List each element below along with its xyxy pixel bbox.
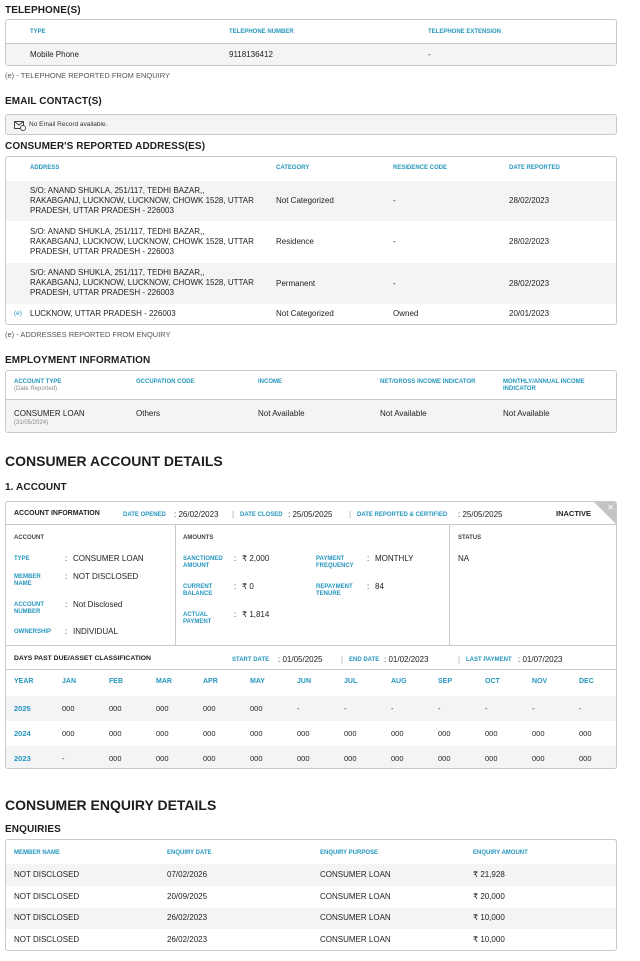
employment-occupation: Others — [136, 409, 161, 418]
dpd-cell: 000 — [532, 754, 545, 763]
dpd-header-jun: JUN — [297, 678, 312, 685]
field-value-sanctioned: ₹ 2,000 — [242, 554, 270, 563]
enquiry-member: NOT DISCLOSED — [14, 913, 80, 922]
enquiry-date: 20/09/2025 — [167, 892, 208, 901]
dpd-cell: 000 — [109, 754, 122, 763]
field-label-ownership: OWNERSHIP — [14, 629, 52, 635]
dpd-year: 2025 — [14, 704, 31, 713]
dpd-cell: 000 — [203, 704, 216, 713]
close-icon[interactable]: ✕ — [607, 503, 614, 512]
dpd-cell: - — [391, 704, 394, 713]
dpd-header-jul: JUL — [344, 678, 358, 685]
dpd-header-mar: MAR — [156, 678, 172, 685]
addresses-title: CONSUMER'S REPORTED ADDRESS(ES) — [5, 141, 206, 152]
dpd-header-year: YEAR — [14, 678, 34, 685]
header-separator: | — [349, 510, 352, 519]
dpd-cell: - — [485, 704, 488, 713]
dpd-cell: 000 — [250, 754, 263, 763]
field-value-current-balance: ₹ 0 — [242, 582, 254, 591]
date-reported-label: DATE REPORTED & CERTIFIED — [357, 512, 448, 518]
dpd-header-aug: AUG — [391, 678, 407, 685]
dpd-last-value: : 01/07/2023 — [518, 655, 563, 664]
enquiry-purpose: CONSUMER LOAN — [320, 892, 391, 901]
enquiry-marker: (e) — [14, 310, 22, 317]
field-label-member-name: MEMBER NAME — [14, 574, 41, 587]
dpd-cell: 000 — [532, 729, 545, 738]
dpd-cell: 000 — [344, 729, 357, 738]
dpd-cell: 000 — [203, 754, 216, 763]
header-separator: | — [232, 510, 235, 519]
status-col-title: STATUS — [458, 535, 482, 541]
table-row — [6, 908, 616, 929]
col-header-enquiry-amount: ENQUIRY AMOUNT — [473, 850, 528, 856]
dpd-header-feb: FEB — [109, 678, 123, 685]
table-row — [6, 305, 616, 324]
dpd-header-dec: DEC — [579, 678, 594, 685]
dpd-cell: - — [532, 704, 535, 713]
field-value-member-name: NOT DISCLOSED — [73, 572, 139, 581]
dpd-cell: 000 — [62, 704, 75, 713]
enquiry-member: NOT DISCLOSED — [14, 870, 80, 879]
dpd-cell: - — [579, 704, 582, 713]
col-header-date-reported-sub: (Date Reported) — [14, 386, 58, 392]
field-value-payment-frequency: MONTHLY — [375, 554, 414, 563]
dpd-cell: 000 — [344, 754, 357, 763]
field-value-type: CONSUMER LOAN — [73, 554, 144, 563]
colon: : — [65, 627, 68, 636]
dpd-cell: - — [62, 754, 65, 763]
address-residence: - — [393, 196, 396, 205]
employment-net-gross: Not Available — [380, 409, 427, 418]
dpd-cell: 000 — [297, 754, 310, 763]
address-date: 28/02/2023 — [509, 237, 550, 246]
table-row — [6, 864, 616, 886]
enquiry-purpose: CONSUMER LOAN — [320, 913, 391, 922]
dpd-header-may: MAY — [250, 678, 265, 685]
address-category: Residence — [276, 237, 314, 246]
dpd-row-background — [6, 696, 616, 721]
employment-income: Not Available — [258, 409, 305, 418]
dpd-header-apr: APR — [203, 678, 218, 685]
col-header-residence-code: RESIDENCE CODE — [393, 165, 448, 171]
dpd-last-label: LAST PAYMENT — [466, 657, 512, 663]
field-label-type: TYPE — [14, 556, 30, 562]
enquiry-amount: ₹ 20,000 — [473, 892, 505, 901]
field-value-ownership: INDIVIDUAL — [73, 627, 118, 636]
enquiry-purpose: CONSUMER LOAN — [320, 870, 391, 879]
field-value-actual-payment: ₹ 1,814 — [242, 610, 270, 619]
address-text: S/O: ANAND SHUKLA, 251/117, TEDHI BAZAR,, RAKABGANJ, LUCKNOW, LUCKNOW, CHOWK 1528, UTTAR PRADESH, UTTAR PRADESH - 226003 — [30, 268, 254, 297]
employment-account-type: CONSUMER LOAN — [14, 409, 85, 418]
table-row — [6, 44, 616, 65]
field-label-account-number: ACCOUNT NUMBER — [14, 602, 44, 615]
col-header-enquiry-purpose: ENQUIRY PURPOSE — [320, 850, 379, 856]
date-opened-label: DATE OPENED — [123, 512, 166, 518]
address-category: Not Categorized — [276, 309, 334, 318]
dpd-cell: 000 — [156, 754, 169, 763]
table-row — [6, 181, 616, 221]
table-row — [6, 886, 616, 908]
email-title: EMAIL CONTACT(S) — [5, 96, 102, 107]
addresses-table — [5, 156, 617, 325]
col-header-account-type: ACCOUNT TYPE — [14, 379, 62, 385]
address-date: 28/02/2023 — [509, 196, 550, 205]
address-category: Not Categorized — [276, 196, 334, 205]
account-number-title: 1. ACCOUNT — [5, 482, 67, 493]
dpd-year: 2024 — [14, 729, 31, 738]
dpd-cell: 000 — [156, 729, 169, 738]
address-category: Permanent — [276, 279, 316, 288]
dpd-cell: 000 — [297, 729, 310, 738]
telephone-extension: - — [428, 50, 431, 59]
field-label-current-balance: CURRENT BALANCE — [183, 584, 213, 597]
col-header-monthly-annual: MONTHLY/ANNUAL INCOME INDICATOR — [503, 379, 585, 392]
telephone-number: 9118136412 — [229, 50, 273, 59]
dpd-header-nov: NOV — [532, 678, 548, 685]
col-header-category: CATEGORY — [276, 165, 310, 171]
dpd-cell: 000 — [579, 754, 592, 763]
colon: : — [367, 554, 370, 563]
dpd-cell: - — [297, 704, 300, 713]
dpd-cell: 000 — [250, 704, 263, 713]
address-text: S/O: ANAND SHUKLA, 251/117, TEDHI BAZAR,, RAKABGANJ, LUCKNOW, LUCKNOW, CHOWK 1528, UTTAR PRADESH, UTTAR PRADESH - 226003 — [30, 227, 254, 256]
account-card — [5, 501, 617, 769]
enquiries-subtitle: ENQUIRIES — [5, 824, 61, 835]
dpd-cell: - — [438, 704, 441, 713]
dpd-end-label: END DATE — [349, 657, 380, 663]
colon: : — [367, 582, 370, 591]
dpd-cell: 000 — [203, 729, 216, 738]
address-date: 20/01/2023 — [509, 309, 550, 318]
employment-monthly-annual: Not Available — [503, 409, 550, 418]
field-value-account-number: Not Disclosed — [73, 600, 123, 609]
field-label-payment-frequency: PAYMENT FREQUENCY — [316, 556, 354, 569]
account-col-title: ACCOUNT — [14, 535, 44, 541]
col-header-type: TYPE — [30, 29, 46, 35]
dpd-cell: 000 — [109, 704, 122, 713]
field-label-actual-payment: ACTUAL PAYMENT — [183, 612, 212, 625]
enquiry-member: NOT DISCLOSED — [14, 935, 80, 944]
dpd-row-background — [6, 746, 616, 769]
enquiry-amount: ₹ 10,000 — [473, 935, 505, 944]
table-row — [6, 400, 616, 432]
date-closed-value: : 25/05/2025 — [288, 510, 333, 519]
dpd-header-sep: SEP — [438, 678, 453, 685]
email-empty-text: No Email Record available. — [29, 121, 108, 128]
colon: : — [234, 582, 237, 591]
field-label-repayment-tenure: REPAYMENT TENURE — [316, 584, 353, 597]
employment-title: EMPLOYMENT INFORMATION — [5, 355, 151, 366]
dpd-cell: 000 — [156, 704, 169, 713]
col-header-date-reported: DATE REPORTED — [509, 165, 560, 171]
col-header-enquiry-date: ENQUIRY DATE — [167, 850, 212, 856]
dpd-cell: 000 — [62, 729, 75, 738]
telephone-note: (e) - TELEPHONE REPORTED FROM ENQUIRY — [5, 71, 171, 80]
dpd-cell: 000 — [579, 729, 592, 738]
dpd-year: 2023 — [14, 754, 31, 763]
employment-table — [5, 370, 617, 433]
status-badge: INACTIVE — [556, 509, 592, 518]
dpd-cell: 000 — [109, 729, 122, 738]
enquiry-amount: ₹ 10,000 — [473, 913, 505, 922]
dpd-cell: 000 — [391, 754, 404, 763]
dpd-cell: 000 — [438, 729, 451, 738]
field-label-sanctioned: SANCTIONED AMOUNT — [183, 556, 223, 569]
telephone-type: Mobile Phone — [30, 50, 79, 59]
enquiry-member: NOT DISCLOSED — [14, 892, 80, 901]
address-residence: - — [393, 279, 396, 288]
enquiry-date: 26/02/2023 — [167, 935, 208, 944]
col-header-occupation-code: OCCUPATION CODE — [136, 379, 195, 385]
status-value: NA — [458, 554, 470, 563]
colon: : — [65, 572, 68, 581]
email-empty-box — [5, 114, 617, 135]
dpd-start-label: START DATE — [232, 657, 270, 663]
enquiry-details-title: CONSUMER ENQUIRY DETAILS — [5, 797, 217, 813]
address-text: LUCKNOW, UTTAR PRADESH - 226003 — [30, 309, 176, 318]
dpd-header-oct: OCT — [485, 678, 500, 685]
dpd-label: DAYS PAST DUE/ASSET CLASSIFICATION — [14, 655, 151, 662]
colon: : — [234, 610, 237, 619]
account-info-label: ACCOUNT INFORMATION — [14, 510, 100, 517]
address-residence: Owned — [393, 309, 419, 318]
addresses-note: (e) - ADDRESSES REPORTED FROM ENQUIRY — [5, 330, 171, 339]
col-header-address: ADDRESS — [30, 165, 60, 171]
enquiries-table — [5, 839, 617, 951]
date-reported-value: : 25/05/2025 — [458, 510, 503, 519]
address-date: 28/02/2023 — [509, 279, 550, 288]
col-header-member-name: MEMBER NAME — [14, 850, 60, 856]
dpd-cell: 000 — [485, 729, 498, 738]
enquiry-date: 07/02/2026 — [167, 870, 208, 879]
dpd-header-jan: JAN — [62, 678, 77, 685]
table-row — [6, 263, 616, 304]
colon: : — [65, 600, 68, 609]
col-header-telephone-extension: TELEPHONE EXTENSION — [428, 29, 502, 35]
amounts-col-title: AMOUNTS — [183, 535, 214, 541]
telephones-table — [5, 19, 617, 66]
enquiry-date: 26/02/2023 — [167, 913, 208, 922]
dpd-cell: 000 — [485, 754, 498, 763]
telephones-title: TELEPHONE(S) — [5, 5, 81, 16]
date-opened-value: : 26/02/2023 — [174, 510, 219, 519]
account-details-title: CONSUMER ACCOUNT DETAILS — [5, 453, 223, 469]
colon: : — [234, 554, 237, 563]
date-closed-label: DATE CLOSED — [240, 512, 283, 518]
dpd-start-value: : 01/05/2025 — [278, 655, 323, 664]
header-separator: | — [341, 655, 344, 664]
address-residence: - — [393, 237, 396, 246]
email-icon — [14, 120, 26, 133]
dpd-cell: - — [344, 704, 347, 713]
col-header-telephone-number: TELEPHONE NUMBER — [229, 29, 294, 35]
header-separator: | — [458, 655, 461, 664]
dpd-cell: 000 — [250, 729, 263, 738]
address-text: S/O: ANAND SHUKLA, 251/117, TEDHI BAZAR,, RAKABGANJ, LUCKNOW, LUCKNOW, CHOWK 1528, UTTAR PRADESH, UTTAR PRADESH - 226003 — [30, 186, 254, 215]
employment-date: (31/05/2024) — [14, 420, 49, 426]
enquiry-purpose: CONSUMER LOAN — [320, 935, 391, 944]
colon: : — [65, 554, 68, 563]
dpd-cell: 000 — [438, 754, 451, 763]
table-row — [6, 222, 616, 262]
col-header-income: INCOME — [258, 379, 282, 385]
dpd-cell: 000 — [391, 729, 404, 738]
enquiry-amount: ₹ 21,928 — [473, 870, 505, 879]
dpd-table — [6, 670, 616, 769]
field-value-repayment-tenure: 84 — [375, 582, 384, 591]
dpd-end-value: : 01/02/2023 — [384, 655, 429, 664]
col-header-net-gross: NET/GROSS INCOME INDICATOR — [380, 379, 476, 385]
table-row — [6, 929, 616, 950]
